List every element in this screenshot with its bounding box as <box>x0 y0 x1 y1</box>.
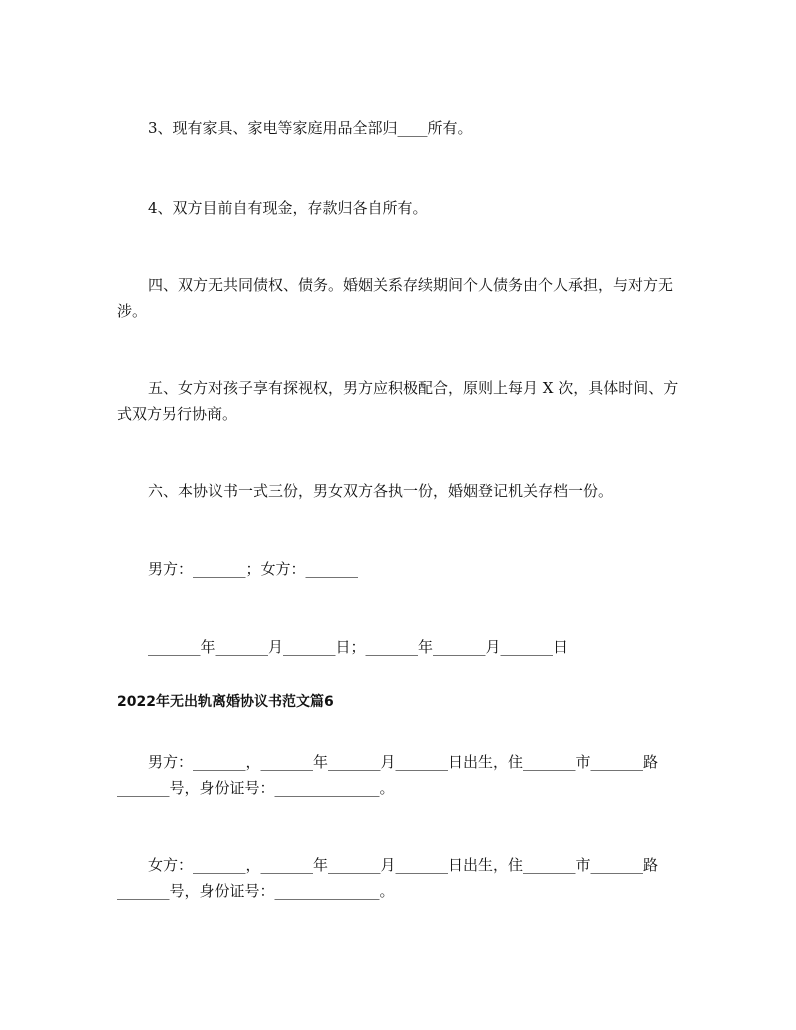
clause-debts: 四、双方无共同债权、债务。婚姻关系存续期间个人债务由个人承担，与对方无涉。 <box>117 276 674 320</box>
clause-furniture: 3、现有家具、家电等家庭用品全部归____所有。 <box>148 119 473 137</box>
section-heading: 2022年无出轨离婚协议书范文篇6 <box>117 694 334 710</box>
clause-visitation: 五、女方对孩子享有探视权，男方应积极配合，原则上每月 X 次，具体时间、方式双方另行协商。 <box>117 379 679 423</box>
clause-cash-savings: 4、双方目前自有现金，存款归各自所有。 <box>148 199 428 217</box>
date-line: _______年_______月_______日；_______年_______月_______日 <box>148 638 569 656</box>
male-party-info: 男方：_______，_______年_______月_______日出生，住_______市_______路_______号，身份证号：______________。 <box>117 753 659 797</box>
clause-copies: 六、本协议书一式三份，男女双方各执一份，婚姻登记机关存档一份。 <box>148 482 614 500</box>
female-party-info: 女方：_______，_______年_______月_______日出生，住_______市_______路_______号，身份证号：______________。 <box>117 856 659 900</box>
signature-line: 男方：_______；女方：_______ <box>148 560 359 578</box>
